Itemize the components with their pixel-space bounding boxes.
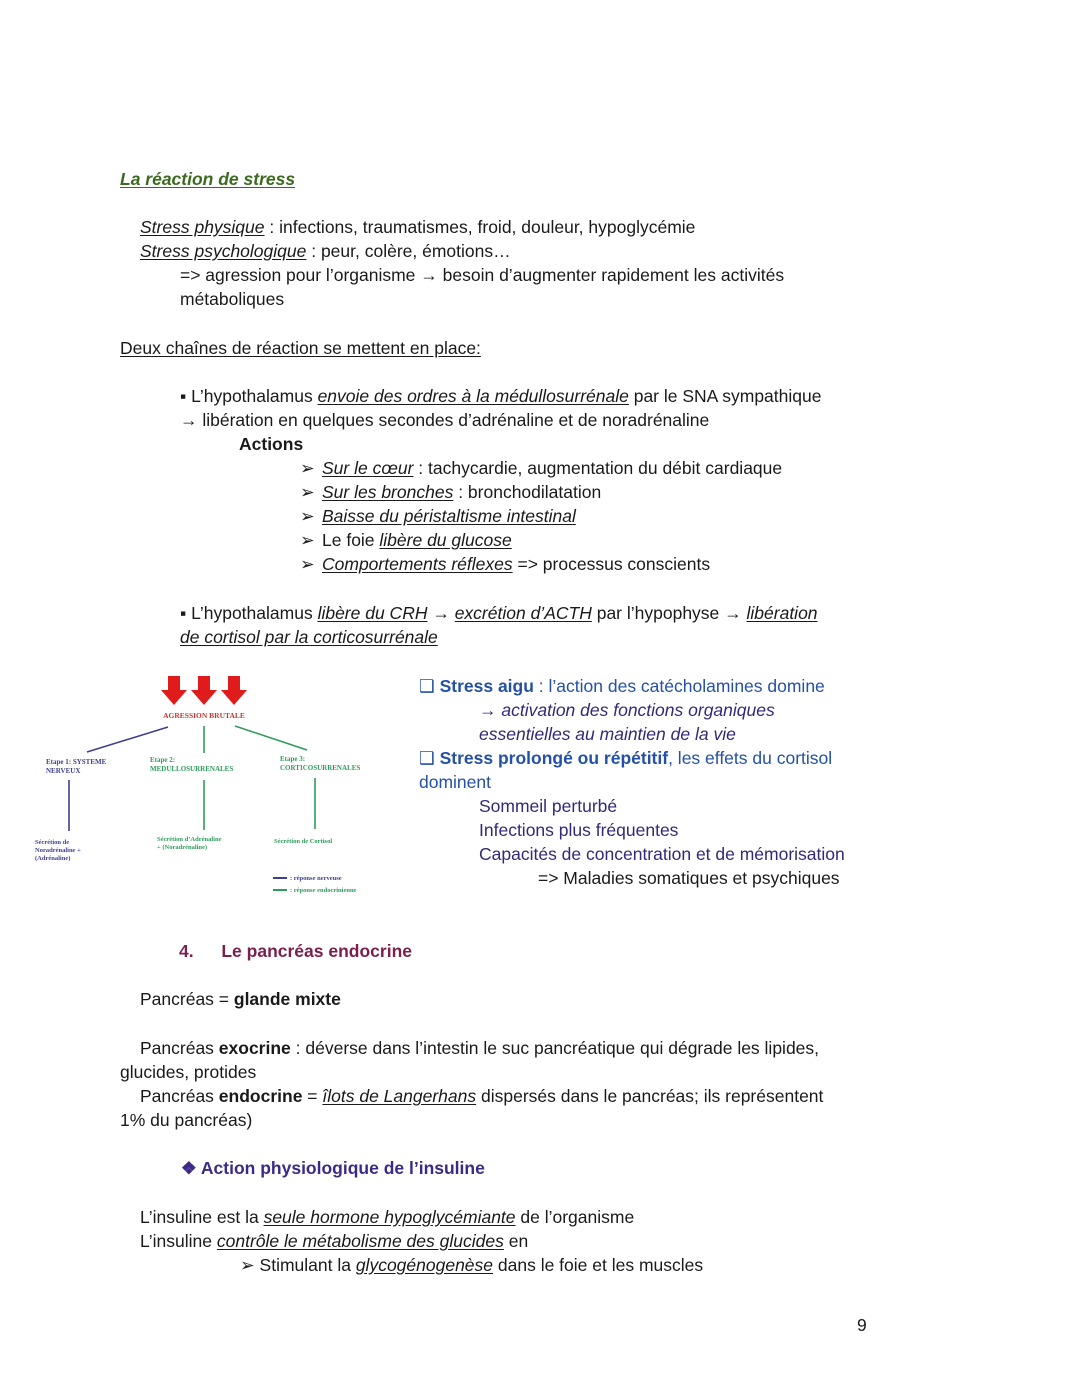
prolonged-stress-line: ❑ Stress prolongé ou répétitif, les effets du cortisol [419,748,833,768]
insulin-item: ➢ Stimulant la glycogénogenèse dans le foie et les muscles [240,1255,704,1275]
arrowhead-bullet-icon: ➢ [300,530,315,550]
prolonged-stress-line-2: dominent [419,772,491,792]
chains-heading: Deux chaînes de réaction se mettent en place: [120,338,481,358]
section-4-heading [179,940,412,962]
svg-text:Sécrétion d’Adrénaline: Sécrétion d’Adrénaline [157,836,222,843]
acute-sub-1: → activation des fonctions organiques [479,700,775,720]
action-item: ➢ Sur les bronches : bronchodilatation [300,482,602,502]
consequence-line-2: métaboliques [180,289,285,309]
insulin-line-2: L’insuline contrôle le métabolisme des glucides en [140,1231,529,1251]
section-title: La réaction de stress [120,169,296,189]
svg-text:Etape 2:: Etape 2: [150,756,176,764]
arrowhead-bullet-icon: ➢ [300,554,315,574]
square-bullet-icon: ▪ [180,386,187,406]
consequence-line-1: => agression pour l’organisme → besoin d’augmenter rapidement les activités [180,265,785,285]
svg-text:Etape 1: SYSTEME: Etape 1: SYSTEME [46,758,107,766]
arrowhead-bullet-icon: ➢ [300,506,315,526]
action-item: ➢ Comportements réflexes => processus conscients [300,554,711,574]
chain2-line2: de cortisol par la corticosurrénale [180,627,438,647]
stress-physical-line: Stress physique : infections, traumatismes, froid, douleur, hypoglycémie [140,217,696,237]
section-title-4: Le pancréas endocrine [221,941,412,961]
chain1-line2: → libération en quelques secondes d’adrénaline et de noradrénaline [180,410,710,430]
action-item: ➢ Sur le cœur : tachycardie, augmentation du débit cardiaque [300,458,783,478]
insulin-line-1: L’insuline est la seule hormone hypoglycémiante de l’organisme [140,1207,635,1227]
svg-text:Etape 3:: Etape 3: [280,755,306,763]
svg-text:: réponse endocrinienne: : réponse endocrinienne [290,887,357,894]
diamond-bullet-icon: ❖ [181,1158,197,1178]
stress-physical-label: Stress physique [140,217,265,237]
action-item: ➢ Baisse du péristaltisme intestinal [300,506,576,526]
svg-text:MEDULLOSURRENALES: MEDULLOSURRENALES [150,765,234,773]
svg-text:NERVEUX: NERVEUX [46,767,81,775]
diagram-title: AGRESSION BRUTALE [163,711,245,720]
insulin-heading: ❖ Action physiologique de l’insuline [181,1158,485,1178]
effect-item: Sommeil perturbé [479,796,618,816]
chain1-line1: ▪ L’hypothalamus envoie des ordres à la médullosurrénale par le SNA sympathique [180,386,822,406]
acute-sub-2: essentielles au maintien de la vie [479,724,736,744]
stress-psych-label: Stress psychologique [140,241,307,261]
svg-text:: réponse nerveuse: : réponse nerveuse [290,875,342,882]
action-item: ➢ Le foie libère du glucose [300,530,512,550]
chain2-line1: ▪ L’hypothalamus libère du CRH → excrétion d’ACTH par l’hypophyse → libération [180,603,818,623]
stress-conclusion: => Maladies somatiques et psychiques [538,868,840,888]
svg-text:+ (Noradrénaline): + (Noradrénaline) [157,844,208,851]
stress-psych-line: Stress psychologique : peur, colère, émotions… [140,241,511,261]
svg-text:CORTICOSURRENALES: CORTICOSURRENALES [280,764,361,772]
pancreas-exocrine-line-2: glucides, protides [120,1062,257,1082]
arrowhead-bullet-icon: ➢ [300,482,315,502]
page-number: 9 [857,1315,867,1335]
effect-item: Infections plus fréquentes [479,820,679,840]
square-bullet-icon: ▪ [180,603,187,623]
svg-text:Sécrétion de Cortisol: Sécrétion de Cortisol [274,838,333,845]
down-arrow-icon [161,676,247,705]
arrowhead-bullet-icon: ➢ [300,458,315,478]
stress-response-diagram [30,668,390,904]
pancreas-endocrine-line: Pancréas endocrine = îlots de Langerhans dispersés dans le pancréas; ils représentent [140,1086,824,1106]
arrowhead-bullet-icon: ➢ [240,1255,255,1275]
svg-text:(Adrénaline): (Adrénaline) [35,855,71,862]
section-number: 4. [179,941,194,961]
svg-text:Noradrénaline +: Noradrénaline + [35,847,81,854]
effect-item: Capacités de concentration et de mémorisation [479,844,845,864]
pancreas-exocrine-line: Pancréas exocrine : déverse dans l’intestin le suc pancréatique qui dégrade les lipides, [140,1038,820,1058]
checkbox-bullet-icon: ❑ [419,676,435,696]
actions-label: Actions [239,434,304,454]
checkbox-bullet-icon: ❑ [419,748,435,768]
svg-text:Sécrétion de: Sécrétion de [35,839,70,846]
acute-stress-line: ❑ Stress aigu : l’action des catécholamines domine [419,676,825,696]
pancreas-mixed-line: Pancréas = glande mixte [140,989,341,1009]
pancreas-endocrine-line-2: 1% du pancréas) [120,1110,253,1130]
